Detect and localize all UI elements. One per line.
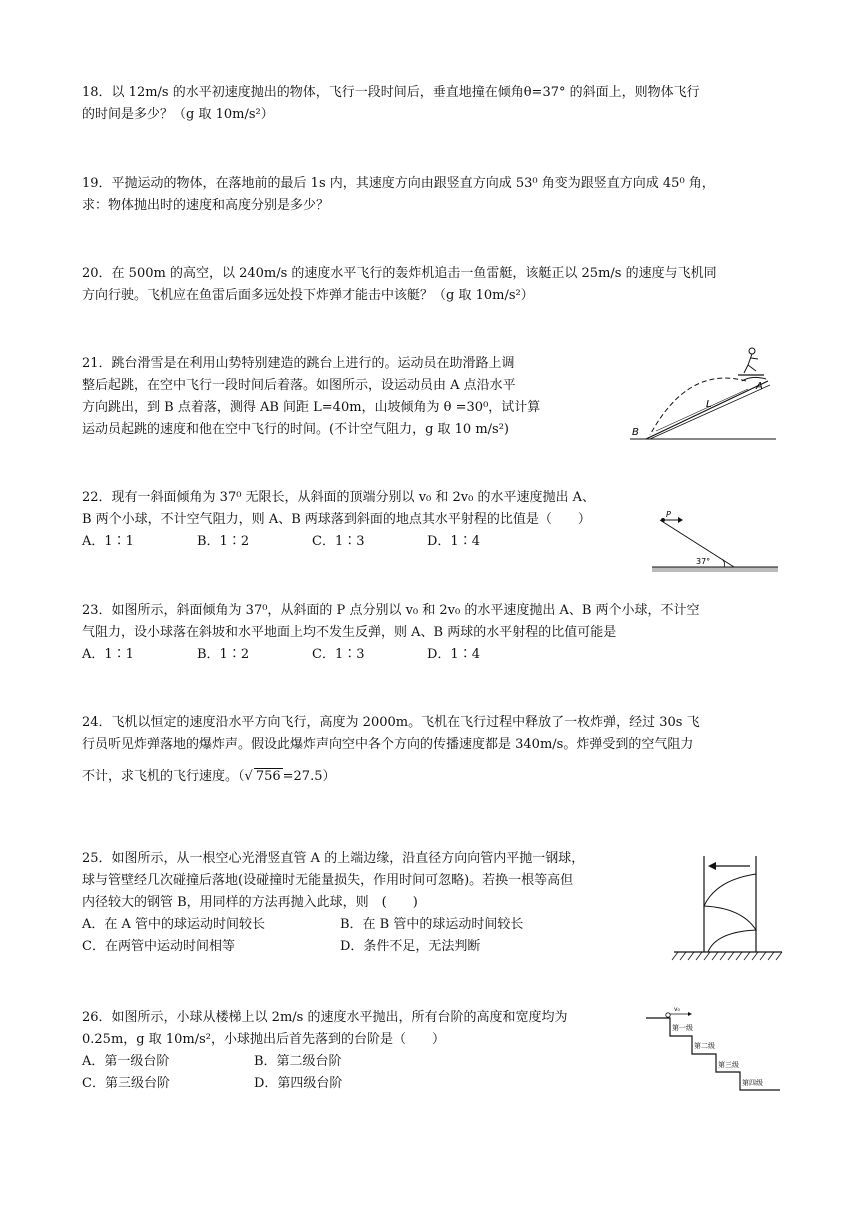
- label-angle: 37°: [696, 557, 711, 566]
- q21-line2: 整后起跳，在空中飞行一段时间后着落。如图所示，设运动员由 A 点沿水平: [82, 378, 516, 393]
- q22-option-b: B．1∶2: [197, 534, 250, 549]
- stairs-figure: [640, 1006, 790, 1100]
- q18-line1: 18．以 12m/s 的水平初速度抛出的物体，飞行一段时间后，垂直地撞在倾角θ=37° 的斜面上，则物体飞行: [82, 85, 700, 100]
- q25-options-row2: [82, 936, 584, 958]
- q21-line4: 运动员起跳的速度和他在空中飞行的时间。(不计空气阻力，g 取 10 m/s²): [82, 422, 509, 437]
- ball: [666, 1013, 670, 1017]
- q22-option-c: C．1∶3: [312, 534, 365, 549]
- q24-sqrt-value: 756: [255, 769, 281, 784]
- q20-line2: 方向行驶。飞机应在鱼雷后面多远处投下炸弹才能击中该艇？（g 取 10m/s²）: [82, 288, 534, 303]
- q23-line1: 23．如图所示，斜面倾角为 37⁰，从斜面的 P 点分别以 v₀ 和 2v₀ 的水平速度抛出 A、B 两个小球，不计空: [82, 603, 700, 618]
- label-step2: 第二级: [694, 1042, 715, 1050]
- q24-line3: [82, 766, 700, 788]
- slope-line-inner: [650, 385, 770, 439]
- dimension-line: [656, 389, 748, 431]
- q20-line1: 20．在 500m 的高空，以 240m/s 的速度水平飞行的轰炸机追击一鱼雷艇，该艇正以 25m/s 的速度与飞机同: [82, 266, 717, 281]
- question-22: [82, 487, 595, 553]
- q26-line2: 0.25m，g 取 10m/s²，小球抛出后首先落到的台阶是（ ）: [82, 1032, 445, 1047]
- tube-figure: [672, 852, 784, 964]
- arrow-head: [678, 517, 683, 523]
- q26-option-b: B．第二级台阶: [254, 1054, 342, 1069]
- skier-head: [749, 348, 755, 354]
- question-19: [82, 173, 715, 217]
- incline-figure: [652, 512, 780, 576]
- ski-jump-figure: [628, 345, 778, 445]
- q23-option-b: B．1∶2: [197, 647, 250, 662]
- q26-option-a: A．第一级台阶: [82, 1054, 170, 1069]
- q24-line2: 行员听见炸弹落地的爆炸声。假设此爆炸声向空中各个方向的传播速度都是 340m/s。炸弹受到的空气阻力: [82, 737, 694, 752]
- q25-options-row1: [82, 914, 584, 936]
- q25-line2: 球与管壁经几次碰撞后落地(设碰撞时无能量损失，作用时间可忽略)。若换一根等高但: [82, 873, 574, 888]
- q26-options-row1: [82, 1051, 567, 1073]
- q21-line3: 方向跳出，到 B 点着落，测得 AB 间距 L=40m，山坡倾角为 θ =30⁰，试计算: [82, 400, 541, 415]
- q26-option-d: D．第四级台阶: [254, 1076, 343, 1091]
- question-20: [82, 263, 717, 307]
- q23-line2: 气阻力，设小球落在斜坡和水平地面上均不发生反弹，则 A、B 两球的水平射程的比值可能是: [82, 625, 617, 640]
- skier-body: [744, 354, 758, 373]
- arrow-head: [688, 1012, 692, 1016]
- q25-line1: 25．如图所示，从一根空心光滑竖直管 A 的上端边缘，沿直径方向向管内平抛一钢球，: [82, 851, 585, 866]
- q26-options-row2: [82, 1073, 567, 1095]
- q26-line1: 26．如图所示，小球从楼梯上以 2m/s 的速度水平抛出，所有台阶的高度和宽度均为: [82, 1010, 568, 1025]
- question-18: [82, 82, 700, 126]
- label-step4: 第四级: [742, 1079, 763, 1087]
- arrow-head: [708, 862, 716, 870]
- q18-line2: 的时间是多少？（g 取 10m/s²）: [82, 107, 274, 122]
- label-step1: 第一级: [672, 1024, 693, 1032]
- question-23: [82, 600, 700, 666]
- q21-line1: 21．跳台滑雪是在利用山势特别建造的跳台上进行的。运动员在助滑路上调: [82, 356, 515, 371]
- q22-options: [82, 531, 595, 553]
- question-24: [82, 712, 700, 788]
- slope-line: [646, 381, 768, 439]
- ground-hatching: [672, 952, 782, 960]
- q19-line2: 求：物体抛出时的速度和高度分别是多少？: [82, 198, 330, 213]
- ground-hatch: [652, 567, 778, 572]
- q26-option-c: C．第三级台阶: [82, 1076, 170, 1091]
- question-26: [82, 1007, 567, 1095]
- q25-option-d: D．条件不足，无法判断: [340, 939, 481, 954]
- q25-option-c: C．在两管中运动时间相等: [82, 939, 235, 954]
- label-a: A: [756, 381, 763, 392]
- q22-option-a: A．1∶1: [82, 534, 134, 549]
- q25-option-a: A．在 A 管中的球运动时间较长: [82, 917, 266, 932]
- label-step3: 第三级: [718, 1061, 739, 1069]
- sqrt-symbol: √: [244, 769, 253, 784]
- q23-options: [82, 644, 700, 666]
- label-p: P: [666, 510, 671, 519]
- q24-line3a: 不计，求飞机的飞行速度。（: [82, 769, 245, 784]
- q25-option-b: B．在 B 管中的球运动时间较长: [340, 917, 524, 932]
- q23-option-c: C．1∶3: [312, 647, 365, 662]
- q23-option-a: A．1∶1: [82, 647, 134, 662]
- q22-line1: 22．现有一斜面倾角为 37⁰ 无限长，从斜面的顶端分别以 v₀ 和 2v₀ 的水平速度抛出 A、: [82, 490, 595, 505]
- label-b: B: [632, 427, 639, 438]
- q24-line1: 24．飞机以恒定的速度沿水平方向飞行，高度为 2000m。飞机在飞行过程中释放了一枚炸弹，经过 30s 飞: [82, 715, 700, 730]
- q25-line3: 内径较大的钢管 B，用同样的方法再抛入此球，则 ( ): [82, 895, 418, 910]
- q23-option-d: D．1∶4: [427, 647, 480, 662]
- label-v0: v₀: [674, 1006, 680, 1013]
- question-25: [82, 848, 584, 958]
- q24-line3b: =27.5）: [282, 769, 336, 784]
- label-l: L: [706, 399, 712, 410]
- q19-line1: 19．平抛运动的物体，在落地前的最后 1s 内，其速度方向由跟竖直方向成 53⁰ 角变为跟竖直方向成 45⁰ 角，: [82, 176, 715, 191]
- question-21: [82, 353, 540, 441]
- q22-line2: B 两个小球，不计空气阻力，则 A、B 两球落到斜面的地点其水平射程的比值是（ ）: [82, 512, 591, 527]
- ball-trajectory: [704, 874, 756, 952]
- q22-option-d: D．1∶4: [427, 534, 480, 549]
- trajectory-curve: [650, 378, 746, 435]
